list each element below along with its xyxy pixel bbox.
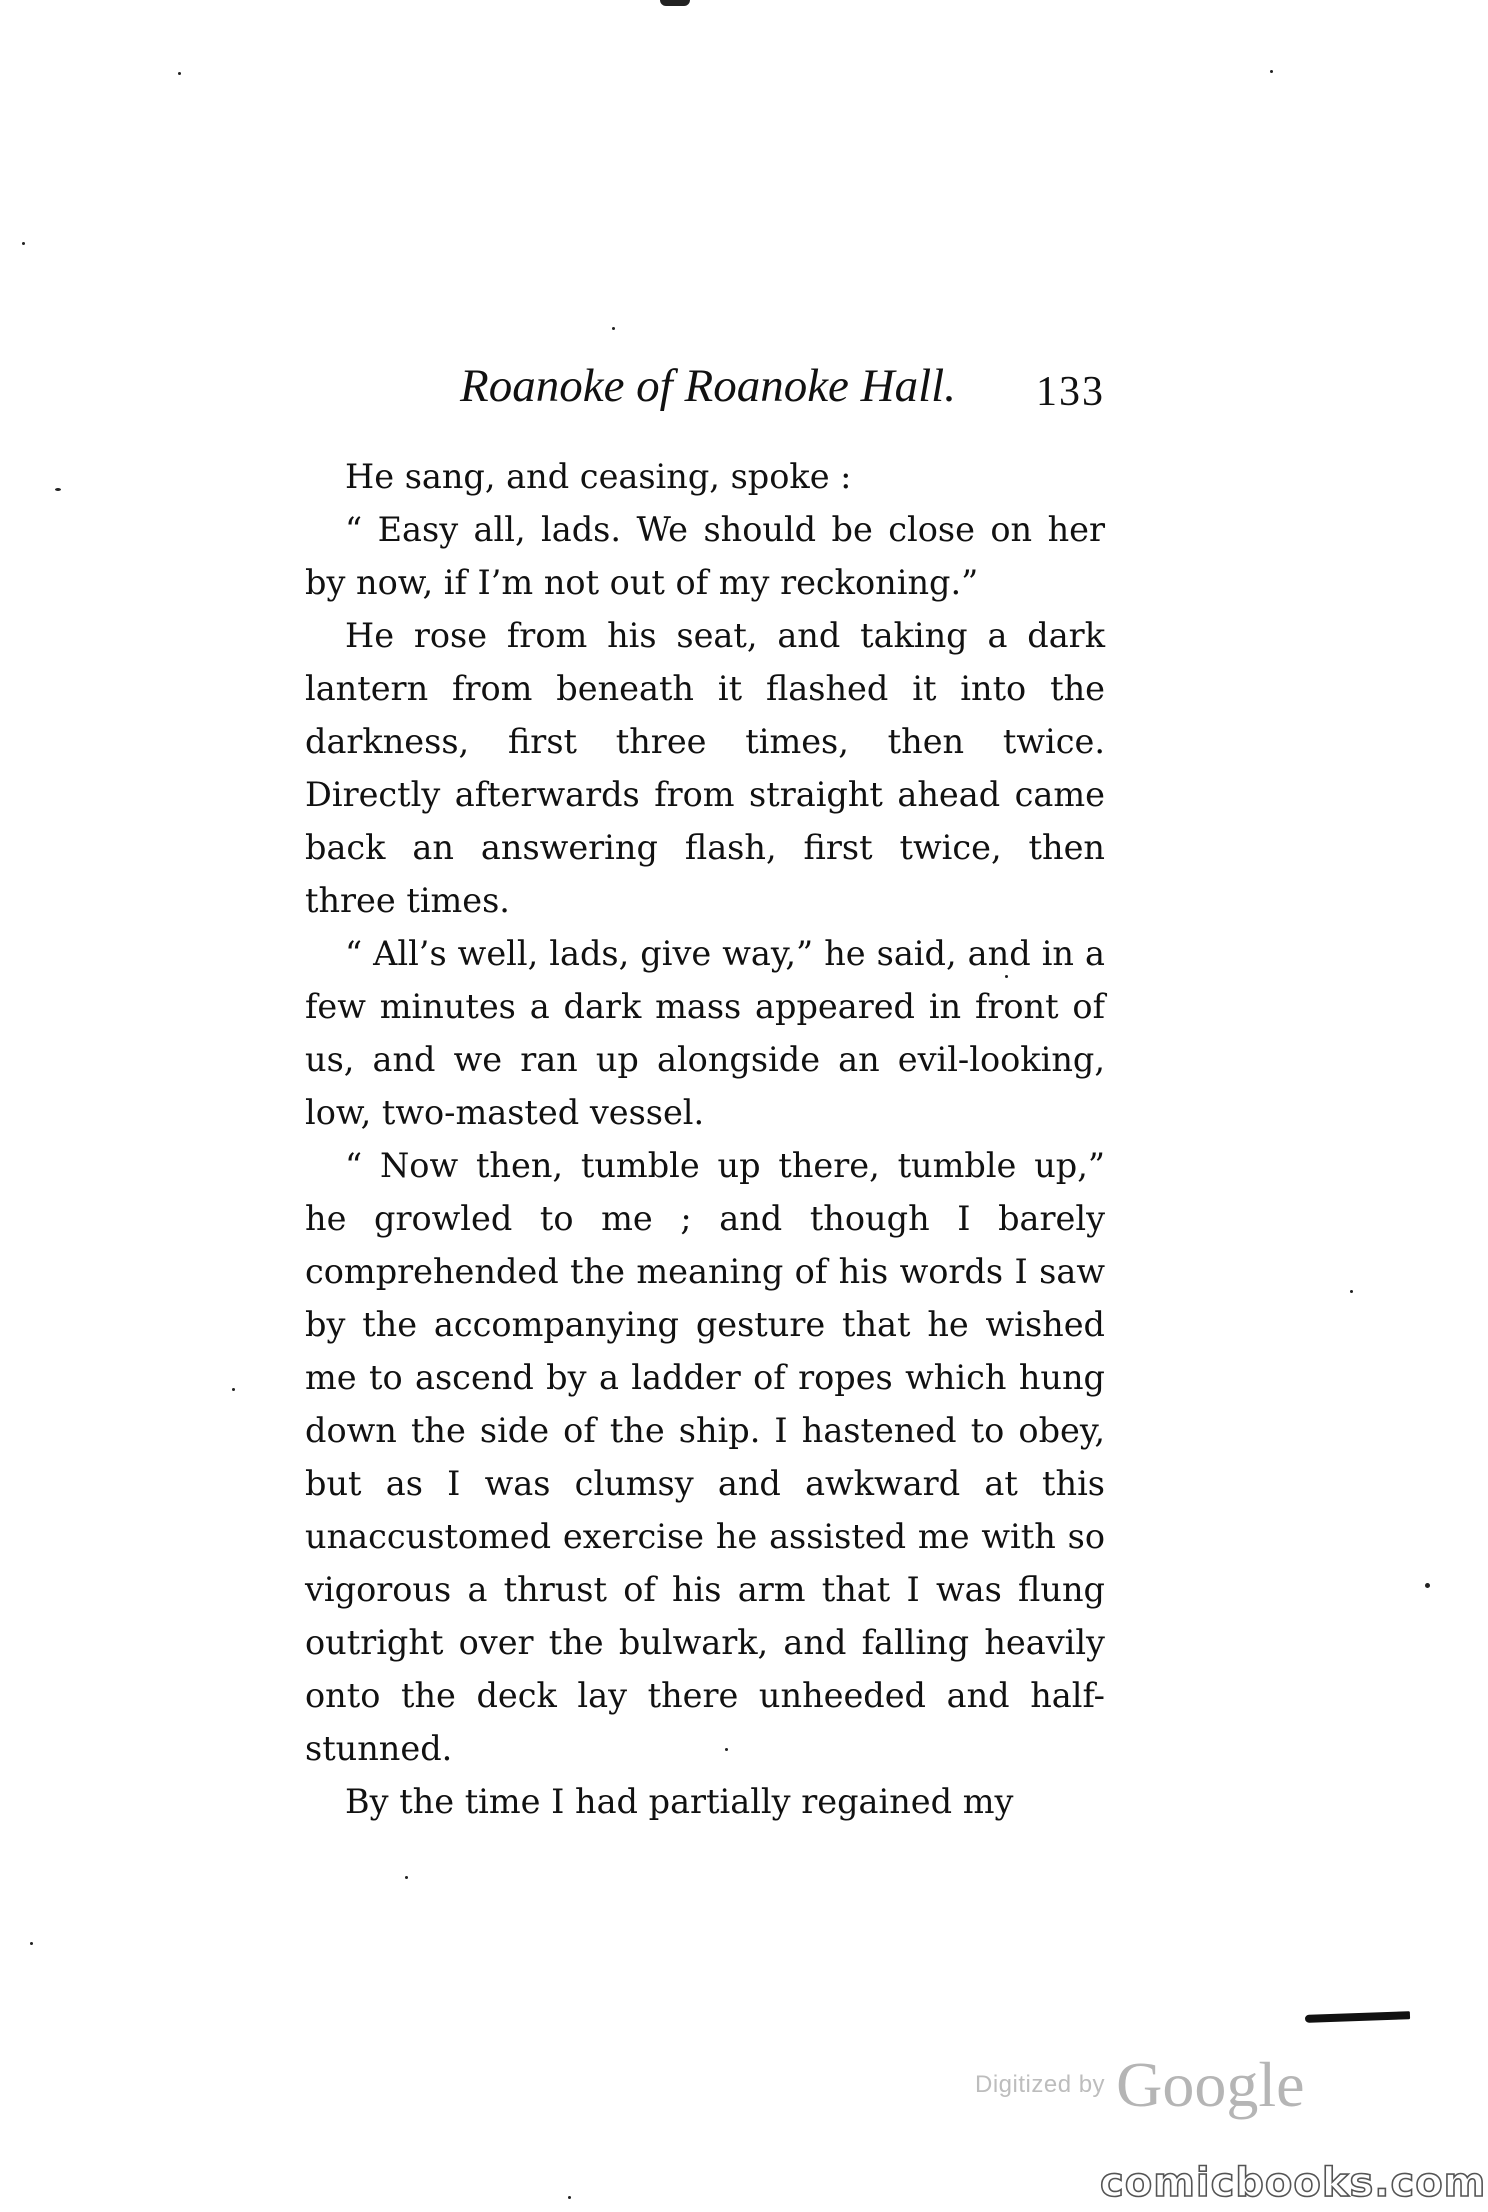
digitized-by-label: Digitized by — [975, 2071, 1106, 2098]
paragraph: By the time I had partially regained my — [345, 1782, 1014, 1821]
paragraph: “ Easy all, lads. We should be close on her by now, if I’m not out of my reckoning.” — [305, 510, 1105, 602]
site-watermark: comicbooks.com — [1100, 2160, 1487, 2206]
paragraph: He sang, and ceasing, spoke : — [345, 457, 852, 496]
page-header — [305, 356, 1105, 416]
paragraph: “ Now then, tumble up there, tumble up,” he growled to me ; and though I barely comprehended the meaning of his words I saw by the accompanying gesture that he wished me to ascend by a ladder of ropes which hung down the side of the ship. I hastened to obey, but as I was clumsy and awkward at this unaccustomed exercise he assisted me with so vigorous a thrust of his arm that I was flung outright over the bulwark, and falling heavily onto the deck lay there unheeded and half-stunned. — [305, 1146, 1105, 1768]
scan-mark-top — [660, 0, 690, 6]
page-number: 133 — [1036, 369, 1105, 415]
paragraph: “ All’s well, lads, give way,” he said, and in a few minutes a dark mass appeared in front of us, and we ran up alongside an evil-looking, low, two-masted vessel. — [305, 934, 1105, 1132]
body-text — [305, 450, 1105, 1828]
running-title: Roanoke of Roanoke Hall. — [460, 360, 956, 412]
digitized-by-google — [975, 2048, 1305, 2128]
paragraph: He rose from his seat, and taking a dark lantern from beneath it flashed it into the darkness, first three times, then twice. Directly afterwards from straight ahead came back an answering flash, first twice, then three times. — [305, 616, 1105, 920]
scan-mark-bottom — [1305, 2011, 1410, 2023]
google-logo: Google — [1116, 2049, 1305, 2120]
